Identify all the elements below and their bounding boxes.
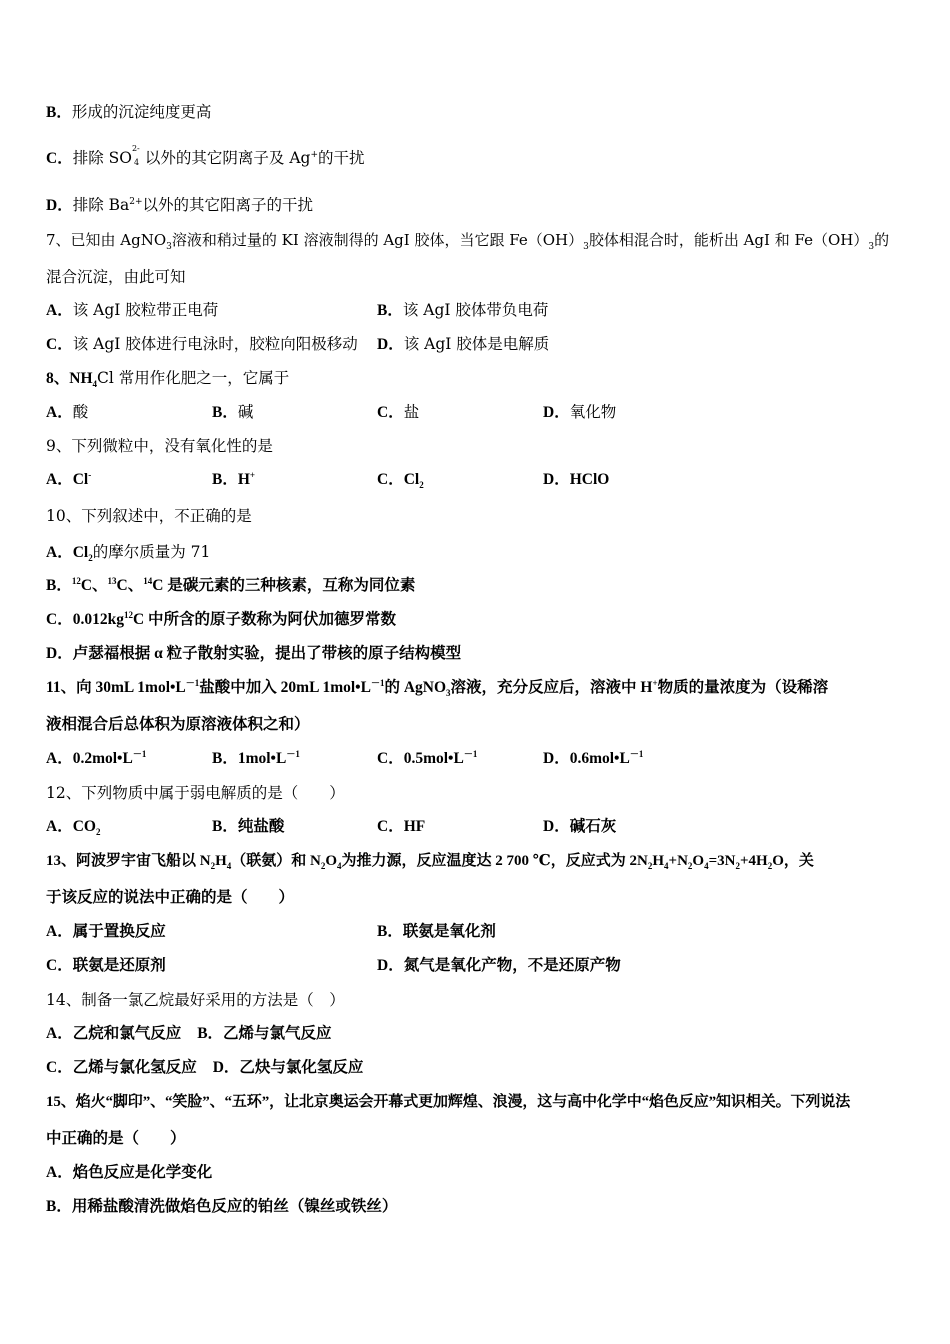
subscript: 2 <box>647 861 653 871</box>
sulfate-charge: 2- <box>131 144 140 153</box>
option-label: D． <box>543 471 570 488</box>
option-text: 排除 SO <box>72 149 132 167</box>
subscript: 3 <box>446 688 451 699</box>
option-label: A． <box>46 544 73 561</box>
q12-option-c <box>377 817 425 837</box>
subscript: 2 <box>210 861 216 871</box>
option-text: C 是碳元素的三种核素，互称为同位素 <box>152 577 416 594</box>
option-label: B． <box>212 471 238 488</box>
q9-option-b <box>212 470 255 490</box>
option-label: B． <box>377 923 403 940</box>
subscript: 4 <box>92 379 98 390</box>
q12-option-a <box>46 817 100 837</box>
isotope-mass: 12 <box>71 575 81 586</box>
option-text: 形成的沉淀纯度更高 <box>71 103 212 121</box>
stem-text: 盐酸中加入 20mL 1mol•L <box>199 679 371 696</box>
q10-option-a <box>46 542 210 563</box>
option-text: C 中所含的原子数称为阿伏加德罗常数 <box>132 611 397 628</box>
option-text: 的摩尔质量为 71 <box>92 543 211 561</box>
q7-stem-line1 <box>46 230 889 250</box>
q7-option-c <box>46 334 358 355</box>
q14-option-d: D．乙炔与氯化氢反应 <box>212 1059 364 1076</box>
isotope-mass: 14 <box>143 575 153 586</box>
stem-text: H <box>215 853 227 869</box>
option-label: B． <box>46 577 72 594</box>
q8-option-c <box>377 402 419 423</box>
q15-option-b <box>46 1197 397 1217</box>
q12-option-b <box>212 817 284 837</box>
stem-text: O <box>692 853 705 869</box>
option-label: A． <box>46 818 73 835</box>
stem-text: +4H <box>739 853 768 869</box>
option-label: B． <box>212 818 238 835</box>
option-text: 0.2mol•L <box>72 750 133 767</box>
option-label: D． <box>46 197 73 214</box>
superscript: －1 <box>463 748 478 759</box>
option-text: 0.5mol•L <box>403 750 464 767</box>
stem-text: O，关 <box>772 853 814 869</box>
stem-text: 的 AgNO <box>384 679 447 696</box>
q15-stem-line2: 中正确的是（ ） <box>46 1130 186 1147</box>
stem-text: 溶液，充分反应后，溶液中 H <box>450 679 653 696</box>
superscript: －1 <box>132 748 147 759</box>
q14-stem: 14、制备一氯乙烷最好采用的方法是（ ） <box>46 991 345 1009</box>
isotope-mass: 13 <box>107 575 117 586</box>
option-text: C、 <box>116 577 144 594</box>
q6-option-d <box>46 195 313 216</box>
subscript: 4 <box>704 861 709 871</box>
subscript: 3 <box>868 242 875 252</box>
q8-option-d <box>543 402 616 423</box>
option-label: A． <box>46 471 73 488</box>
subscript: 3 <box>583 242 589 252</box>
stem-text: 为推力源，反应温度达 2 700 ℃，反应式为 2N <box>341 853 648 869</box>
subscript: 2 <box>95 827 101 838</box>
option-label: D． <box>543 818 570 835</box>
option-text-post: 的干扰 <box>318 149 365 167</box>
superscript: + <box>652 677 658 688</box>
q14-options-row1 <box>46 1024 332 1044</box>
q13-option-a <box>46 922 166 942</box>
option-label: B． <box>377 302 403 319</box>
sulfate-subscript: 4 <box>133 158 140 167</box>
q15-stem-line1: 15、焰火“脚印”、“笑脸”、“五环”，让北京奥运会开幕式更加辉煌、浪漫，这与高中化学中“焰色反应”知识相关。下列说法 <box>46 1094 851 1110</box>
option-text: CO <box>72 818 96 835</box>
option-text: 0.6mol•L <box>569 750 630 767</box>
option-label: A． <box>46 302 73 319</box>
option-label: C． <box>377 471 404 488</box>
option-label: D． <box>46 645 73 662</box>
stem-text: 的 <box>874 231 890 249</box>
option-text: 用稀盐酸清洗做焰色反应的铂丝（镍丝或铁丝） <box>71 1198 398 1215</box>
option-label: A． <box>46 1164 73 1181</box>
option-label: C． <box>46 150 73 167</box>
stem-text: 8、NH <box>46 370 93 387</box>
q7-option-a <box>46 300 218 321</box>
q12-stem: 12、下列物质中属于弱电解质的是（ ） <box>46 784 345 802</box>
ba-charge: 2+ <box>129 196 143 207</box>
option-text: HF <box>403 818 426 835</box>
q13-option-b <box>377 922 496 942</box>
option-text-mid: 以外的其它阴离子及 Ag <box>139 149 311 167</box>
superscript: －1 <box>286 748 300 759</box>
option-text-post: 以外的其它阳离子的干扰 <box>142 196 314 214</box>
option-text: 1mol•L <box>237 750 287 767</box>
option-text: 酸 <box>72 403 89 421</box>
option-label: C． <box>377 404 404 421</box>
stem-text: 物质的量浓度为（设稀溶 <box>657 679 829 696</box>
stem-text: =3N <box>708 853 736 869</box>
q11-stem-line1 <box>46 678 828 698</box>
subscript: 4 <box>337 861 342 871</box>
stem-text: H <box>652 853 665 869</box>
subscript: 3 <box>166 242 172 252</box>
subscript: 4 <box>664 861 669 871</box>
superscript: －1 <box>370 677 385 688</box>
subscript: 2 <box>419 480 424 491</box>
subscript: 2 <box>735 861 740 871</box>
stem-text: 11、向 30mL 1mol•L <box>46 679 186 696</box>
q8-option-a <box>46 402 88 423</box>
q6-option-b <box>46 102 211 123</box>
option-label: D． <box>377 336 404 353</box>
ag-charge: + <box>310 149 318 160</box>
option-text: C、 <box>80 577 108 594</box>
subscript: 4 <box>226 861 232 871</box>
subscript: 2 <box>88 553 93 564</box>
option-text: 该 AgI 胶体是电解质 <box>403 335 550 353</box>
subscript: 2 <box>687 861 693 871</box>
superscript: - <box>88 469 92 480</box>
q10-option-b <box>46 576 415 596</box>
option-text: Cl <box>403 471 420 488</box>
option-label: A． <box>46 404 73 421</box>
option-label: C． <box>46 336 73 353</box>
q10-stem: 10、下列叙述中，不正确的是 <box>46 507 252 525</box>
option-text: 属于置换反应 <box>72 923 166 940</box>
q14-option-b: B．乙烯与氯气反应 <box>197 1025 332 1042</box>
superscript: －1 <box>629 748 644 759</box>
option-label: B． <box>46 104 72 121</box>
q13-stem-line2: 于该反应的说法中正确的是（ ） <box>46 889 295 906</box>
stem-text: 13、阿波罗宇宙飞船以 N <box>46 853 211 869</box>
option-label: B． <box>46 1198 72 1215</box>
stem-text: 胶体相混合时，能析出 AgI 和 Fe（OH） <box>588 231 869 249</box>
isotope-mass: 12 <box>123 609 133 620</box>
stem-text: +N <box>668 853 688 869</box>
option-text: 0.012kg <box>72 611 124 628</box>
option-text: 该 AgI 胶体进行电泳时，胶粒向阳极移动 <box>72 335 358 353</box>
option-text: H <box>237 471 250 488</box>
option-label: D． <box>543 750 570 767</box>
subscript: 2 <box>320 861 326 871</box>
q14-option-a: A．乙烷和氯气反应 <box>46 1025 182 1042</box>
option-text: 联氨是还原剂 <box>72 957 166 974</box>
q11-option-d <box>543 749 643 769</box>
stem-text: （联氨）和 N <box>231 853 321 869</box>
option-text: 纯盐酸 <box>237 818 285 835</box>
option-text: 排除 Ba <box>72 196 130 214</box>
option-label: D． <box>543 404 570 421</box>
q11-stem-line2: 液相混合后总体积为原溶液体积之和） <box>46 716 310 733</box>
q11-option-b <box>212 749 300 769</box>
q7-option-d <box>377 334 549 355</box>
q13-option-d <box>377 956 621 976</box>
option-text: 碱 <box>237 403 254 421</box>
q9-stem: 9、下列微粒中，没有氧化性的是 <box>46 437 273 455</box>
option-text: Cl <box>72 544 89 561</box>
q9-option-a <box>46 470 91 490</box>
stem-text: Cl 常用作化肥之一，它属于 <box>97 369 290 387</box>
q13-option-c <box>46 956 166 976</box>
q8-option-b <box>212 402 253 423</box>
option-label: B． <box>212 404 238 421</box>
q9-option-d <box>543 470 609 490</box>
option-label: C． <box>377 750 404 767</box>
option-text: Cl <box>72 471 89 488</box>
q11-option-a <box>46 749 146 769</box>
superscript: －1 <box>185 677 200 688</box>
q10-option-d <box>46 644 461 664</box>
q9-option-c <box>377 470 424 490</box>
q11-option-c <box>377 749 477 769</box>
option-label: C． <box>46 611 73 628</box>
subscript: 2 <box>767 861 773 871</box>
option-text: 卢瑟福根据 α 粒子散射实验，提出了带核的原子结构模型 <box>72 645 462 662</box>
option-label: C． <box>46 957 73 974</box>
q7-stem-line2: 混合沉淀，由此可知 <box>46 268 186 286</box>
q6-option-c <box>46 144 365 169</box>
q13-stem-line1 <box>46 851 814 871</box>
option-label: A． <box>46 923 73 940</box>
option-label: D． <box>377 957 404 974</box>
stem-text: O <box>325 853 338 869</box>
option-text: HClO <box>569 471 610 488</box>
q14-option-c: C．乙烯与氯化氢反应 <box>46 1059 197 1076</box>
superscript: + <box>249 469 256 480</box>
option-label: B． <box>212 750 238 767</box>
option-text: 氮气是氧化产物，不是还原产物 <box>403 957 621 974</box>
option-label: A． <box>46 750 73 767</box>
stem-text: 7、已知由 AgNO <box>46 231 167 249</box>
stem-text: 溶液和稍过量的 KI 溶液制得的 AgI 胶体，当它跟 Fe（OH） <box>171 231 584 249</box>
q12-option-d <box>543 817 616 837</box>
q7-option-b <box>377 300 548 321</box>
option-label: C． <box>377 818 404 835</box>
option-text: 氧化物 <box>569 403 617 421</box>
q14-options-row2 <box>46 1058 363 1078</box>
q15-option-a <box>46 1163 212 1183</box>
option-text: 碱石灰 <box>569 818 617 835</box>
option-text: 该 AgI 胶粒带正电荷 <box>72 301 219 319</box>
q10-option-c <box>46 610 396 630</box>
option-text: 该 AgI 胶体带负电荷 <box>402 301 549 319</box>
q8-stem <box>46 368 289 389</box>
option-text: 盐 <box>403 403 420 421</box>
option-text: 焰色反应是化学变化 <box>72 1164 213 1181</box>
option-text: 联氨是氧化剂 <box>402 923 496 940</box>
